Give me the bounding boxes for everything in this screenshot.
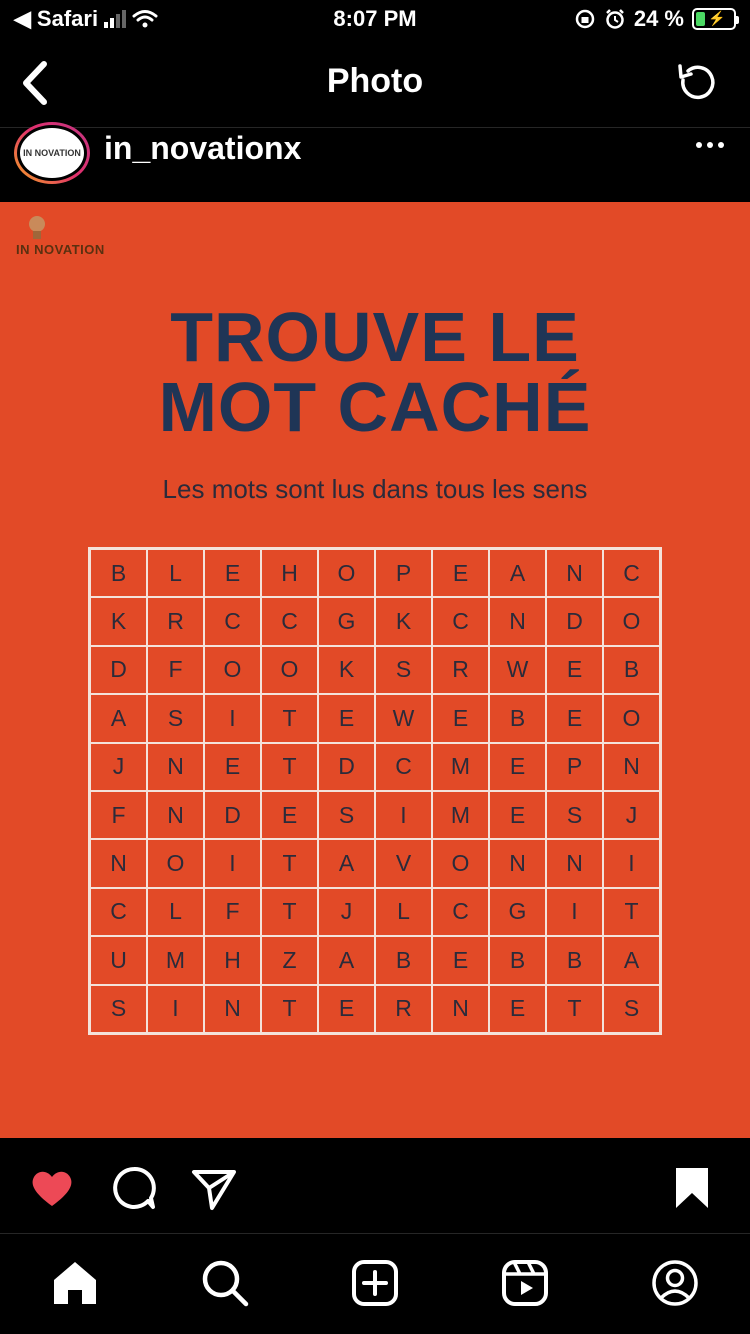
grid-cell: S <box>375 646 432 694</box>
grid-cell: F <box>147 646 204 694</box>
grid-cell: Z <box>261 936 318 984</box>
grid-cell: S <box>603 985 660 1033</box>
grid-cell: P <box>546 743 603 791</box>
home-icon[interactable] <box>50 1258 100 1308</box>
bookmark-icon[interactable] <box>668 1164 716 1212</box>
grid-cell: O <box>603 597 660 645</box>
grid-cell: I <box>204 694 261 742</box>
headline-line-1: TROUVE LE <box>170 298 580 376</box>
post-header <box>0 128 750 202</box>
grid-cell: T <box>261 839 318 887</box>
grid-cell: F <box>90 791 147 839</box>
grid-cell: D <box>546 597 603 645</box>
grid-cell: T <box>546 985 603 1033</box>
share-icon[interactable] <box>190 1164 238 1212</box>
grid-cell: C <box>432 888 489 936</box>
grid-cell: F <box>204 888 261 936</box>
headline <box>0 298 750 446</box>
avatar-label: IN NOVATION <box>17 125 87 181</box>
grid-cell: E <box>546 694 603 742</box>
grid-cell: D <box>318 743 375 791</box>
profile-icon[interactable] <box>650 1258 700 1308</box>
grid-cell: M <box>432 791 489 839</box>
brand-logo <box>16 214 116 264</box>
reels-icon[interactable] <box>500 1258 550 1308</box>
more-options-icon[interactable] <box>696 142 724 148</box>
grid-cell: C <box>603 549 660 597</box>
grid-cell: I <box>546 888 603 936</box>
grid-cell: N <box>432 985 489 1033</box>
grid-cell: J <box>318 888 375 936</box>
refresh-icon[interactable] <box>674 60 720 106</box>
nav-header <box>0 40 750 128</box>
grid-cell: P <box>375 549 432 597</box>
grid-cell: W <box>375 694 432 742</box>
grid-cell: G <box>489 888 546 936</box>
grid-cell: K <box>90 597 147 645</box>
grid-cell: R <box>375 985 432 1033</box>
grid-cell: A <box>90 694 147 742</box>
grid-cell: E <box>204 743 261 791</box>
grid-cell: N <box>147 743 204 791</box>
create-post-icon[interactable] <box>350 1258 400 1308</box>
grid-cell: T <box>261 985 318 1033</box>
grid-cell: E <box>432 936 489 984</box>
grid-cell: I <box>147 985 204 1033</box>
battery-percent: 24 % <box>633 6 684 31</box>
grid-cell: A <box>318 936 375 984</box>
grid-cell: B <box>489 936 546 984</box>
comment-icon[interactable] <box>110 1164 158 1212</box>
grid-cell: T <box>261 694 318 742</box>
grid-cell: A <box>318 839 375 887</box>
grid-cell: N <box>546 839 603 887</box>
brand-text: IN NOVATION <box>16 242 105 257</box>
grid-cell: J <box>603 791 660 839</box>
grid-cell: O <box>603 694 660 742</box>
rotation-lock-icon <box>574 8 596 30</box>
grid-cell: S <box>90 985 147 1033</box>
grid-cell: S <box>318 791 375 839</box>
grid-cell: N <box>489 839 546 887</box>
grid-cell: C <box>90 888 147 936</box>
grid-cell: E <box>489 985 546 1033</box>
grid-cell: S <box>147 694 204 742</box>
grid-cell: T <box>603 888 660 936</box>
headline-line-2: MOT CACHÉ <box>158 368 592 446</box>
grid-cell: K <box>375 597 432 645</box>
grid-cell: U <box>90 936 147 984</box>
grid-cell: R <box>432 646 489 694</box>
page-title: Photo <box>326 62 424 100</box>
grid-cell: N <box>603 743 660 791</box>
grid-cell: I <box>204 839 261 887</box>
grid-cell: O <box>432 839 489 887</box>
grid-cell: L <box>375 888 432 936</box>
battery-icon: ⚡ <box>692 8 736 30</box>
search-icon[interactable] <box>200 1258 250 1308</box>
grid-cell: N <box>147 791 204 839</box>
grid-cell: E <box>546 646 603 694</box>
grid-cell: G <box>318 597 375 645</box>
grid-cell: E <box>261 791 318 839</box>
status-bar <box>0 0 750 40</box>
grid-cell: T <box>261 743 318 791</box>
post-image[interactable] <box>0 202 750 1138</box>
grid-cell: H <box>261 549 318 597</box>
grid-cell: N <box>90 839 147 887</box>
grid-cell: I <box>375 791 432 839</box>
grid-cell: E <box>489 743 546 791</box>
grid-cell: S <box>546 791 603 839</box>
grid-cell: D <box>204 791 261 839</box>
lightbulb-icon <box>26 214 48 244</box>
grid-cell: V <box>375 839 432 887</box>
grid-cell: E <box>204 549 261 597</box>
grid-cell: W <box>489 646 546 694</box>
alarm-icon <box>604 8 626 30</box>
grid-cell: B <box>603 646 660 694</box>
grid-cell: D <box>90 646 147 694</box>
grid-cell: K <box>318 646 375 694</box>
subtitle: Les mots sont lus dans tous les sens <box>162 474 588 504</box>
grid-cell: O <box>318 549 375 597</box>
grid-cell: T <box>261 888 318 936</box>
carrier-label: Safari <box>36 6 99 31</box>
grid-cell: A <box>489 549 546 597</box>
action-bar <box>0 1138 750 1234</box>
grid-cell: N <box>204 985 261 1033</box>
grid-cell: E <box>318 985 375 1033</box>
heart-icon[interactable] <box>28 1164 76 1212</box>
word-search-grid <box>88 547 662 1035</box>
grid-cell: R <box>147 597 204 645</box>
grid-cell: N <box>546 549 603 597</box>
grid-cell: E <box>489 791 546 839</box>
grid-cell: L <box>147 549 204 597</box>
username[interactable]: in_novationx <box>104 130 302 166</box>
grid-cell: A <box>603 936 660 984</box>
avatar[interactable] <box>14 122 90 184</box>
grid-cell: C <box>261 597 318 645</box>
grid-cell: J <box>90 743 147 791</box>
grid-cell: M <box>147 936 204 984</box>
clock: 8:07 PM <box>333 6 417 31</box>
back-to-app-icon[interactable]: ◀ <box>14 6 31 31</box>
grid-cell: C <box>375 743 432 791</box>
grid-cell: E <box>432 549 489 597</box>
grid-cell: E <box>432 694 489 742</box>
grid-cell: O <box>147 839 204 887</box>
grid-cell: B <box>90 549 147 597</box>
grid-cell: M <box>432 743 489 791</box>
grid-cell: O <box>261 646 318 694</box>
grid-cell: B <box>546 936 603 984</box>
grid-cell: C <box>432 597 489 645</box>
grid-cell: I <box>603 839 660 887</box>
tab-bar <box>0 1236 750 1334</box>
grid-cell: B <box>375 936 432 984</box>
grid-cell: L <box>147 888 204 936</box>
grid-cell: O <box>204 646 261 694</box>
grid-cell: H <box>204 936 261 984</box>
grid-cell: E <box>318 694 375 742</box>
grid-cell: C <box>204 597 261 645</box>
grid-cell: B <box>489 694 546 742</box>
grid-cell: N <box>489 597 546 645</box>
